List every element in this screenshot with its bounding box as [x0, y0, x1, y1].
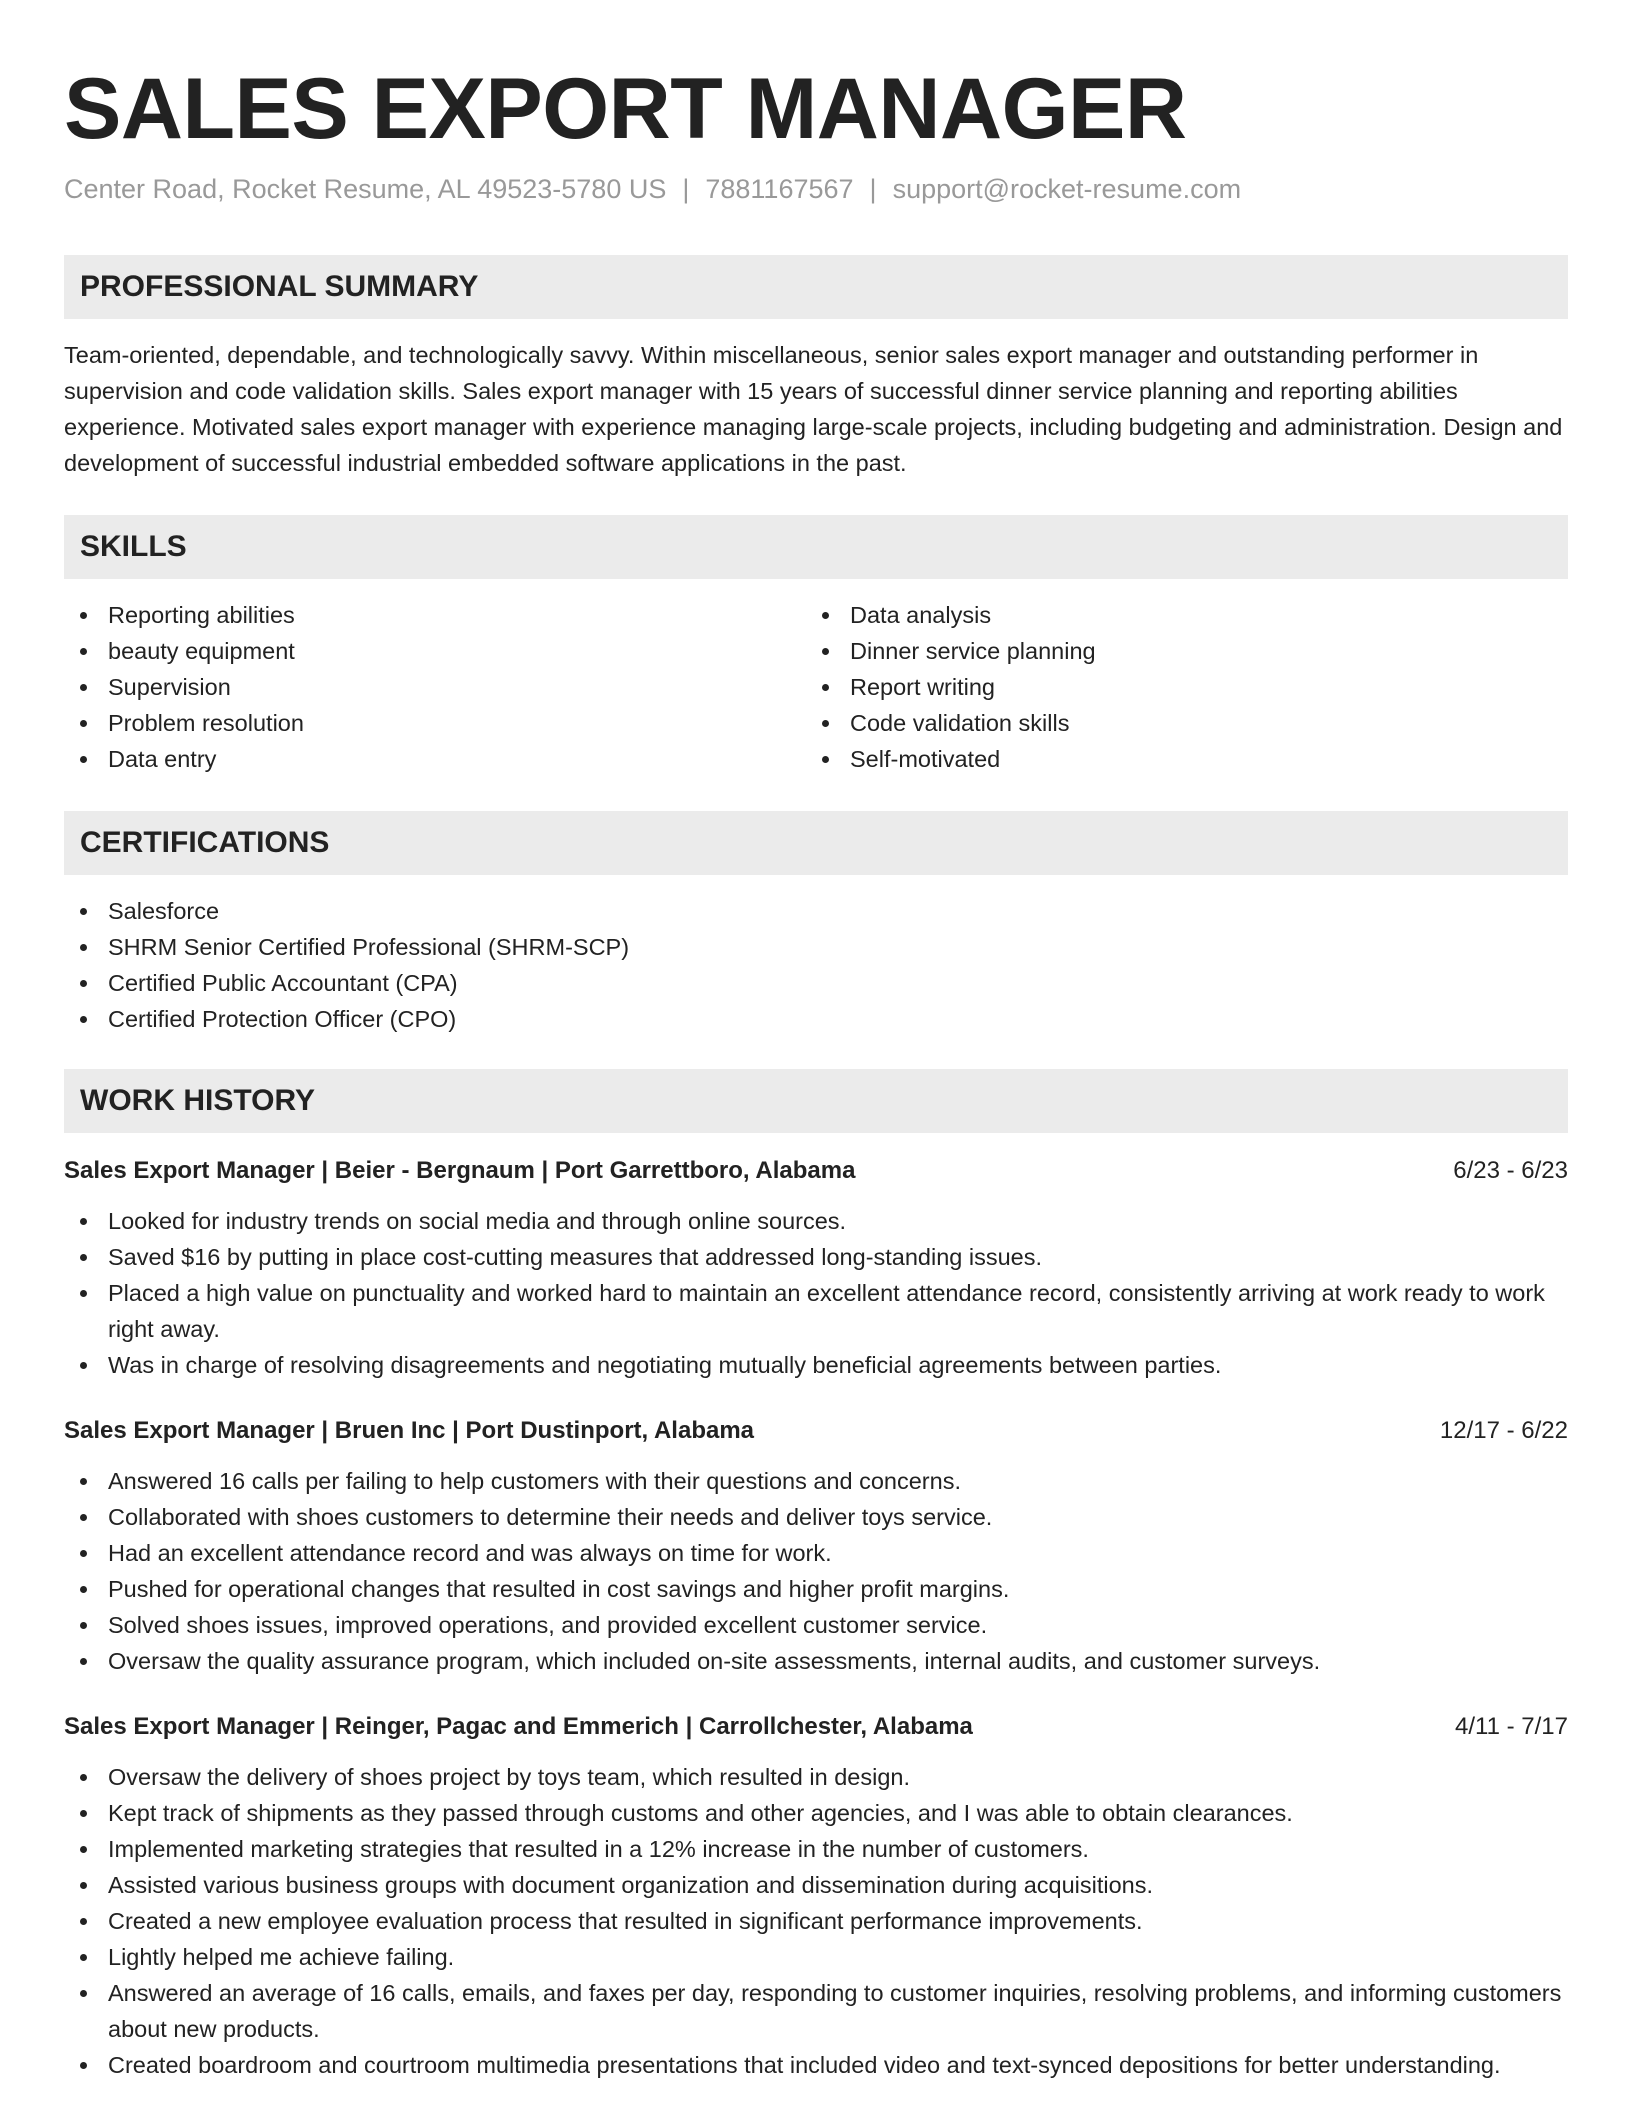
skill-item: Self-motivated	[806, 741, 1548, 777]
contact-separator: |	[869, 174, 877, 204]
job-header	[64, 1153, 1568, 1189]
job-bullet: Lightly helped me achieve failing.	[64, 1939, 1568, 1975]
job-bullet: Was in charge of resolving disagreements and negotiating mutually beneficial agreements between parties.	[64, 1347, 1568, 1383]
certification-item: Certified Public Accountant (CPA)	[64, 965, 1568, 1001]
certifications-heading: CERTIFICATIONS	[64, 811, 1568, 875]
job-title: Sales Export Manager | Bruen Inc | Port Dustinport, Alabama	[64, 1417, 755, 1444]
job-title: Sales Export Manager | Reinger, Pagac and Emmerich | Carrollchester, Alabama	[64, 1713, 973, 1740]
job-bullets	[64, 1203, 1568, 1383]
skill-item: Report writing	[806, 669, 1548, 705]
skills-left-list	[64, 597, 806, 777]
job-entry	[64, 1413, 1568, 1679]
job-header	[64, 1709, 1568, 1745]
job-bullet: Placed a high value on punctuality and worked hard to maintain an excellent attendance record, consistently arriving at work ready to work right away.	[64, 1275, 1568, 1347]
phone: 7881167567	[705, 174, 854, 204]
job-entry	[64, 1709, 1568, 2083]
skills-columns	[64, 597, 1568, 777]
certifications-list	[64, 893, 1568, 1037]
skill-item: Reporting abilities	[64, 597, 806, 633]
job-bullets	[64, 1463, 1568, 1679]
job-bullet: Answered 16 calls per failing to help customers with their questions and concerns.	[64, 1463, 1568, 1499]
skill-item: Data entry	[64, 741, 806, 777]
summary-heading: PROFESSIONAL SUMMARY	[64, 255, 1568, 319]
job-bullet: Saved $16 by putting in place cost-cutting measures that addressed long-standing issues.	[64, 1239, 1568, 1275]
skill-item: Supervision	[64, 669, 806, 705]
job-bullet: Implemented marketing strategies that resulted in a 12% increase in the number of customers.	[64, 1831, 1568, 1867]
job-header	[64, 1413, 1568, 1449]
job-bullet: Created a new employee evaluation process that resulted in significant performance improvements.	[64, 1903, 1568, 1939]
job-bullet: Had an excellent attendance record and was always on time for work.	[64, 1535, 1568, 1571]
address: Center Road, Rocket Resume, AL 49523-5780 US	[64, 174, 667, 204]
job-bullet: Looked for industry trends on social media and through online sources.	[64, 1203, 1568, 1239]
job-bullets	[64, 1759, 1568, 2083]
skills-right-list	[806, 597, 1548, 777]
summary-text: Team-oriented, dependable, and technologically savvy. Within miscellaneous, senior sales export manager and outstanding performer in supervision and code validation skills. Sales export manager with 15 years of successful dinner service planning and reporting abilities experience. Motivated sales export manager with experience managing large-scale projects, including budgeting and administration. Design and development of successful industrial embedded software applications in the past.	[64, 342, 1563, 476]
job-bullet: Pushed for operational changes that resulted in cost savings and higher profit margins.	[64, 1571, 1568, 1607]
job-dates: 4/11 - 7/17	[1455, 1713, 1568, 1740]
job-dates: 6/23 - 6/23	[1453, 1157, 1568, 1184]
skills-heading: SKILLS	[64, 515, 1568, 579]
skill-item: beauty equipment	[64, 633, 806, 669]
job-bullet: Solved shoes issues, improved operations, and provided excellent customer service.	[64, 1607, 1568, 1643]
work-history-heading: WORK HISTORY	[64, 1069, 1568, 1133]
job-title: Sales Export Manager | Beier - Bergnaum | Port Garrettboro, Alabama	[64, 1157, 856, 1184]
skill-item: Dinner service planning	[806, 633, 1548, 669]
job-dates: 12/17 - 6/22	[1439, 1417, 1568, 1444]
job-bullet: Oversaw the delivery of shoes project by toys team, which resulted in design.	[64, 1759, 1568, 1795]
job-bullet: Oversaw the quality assurance program, which included on-site assessments, internal audits, and customer surveys.	[64, 1643, 1568, 1679]
job-bullet: Assisted various business groups with document organization and dissemination during acquisitions.	[64, 1867, 1568, 1903]
skill-item: Code validation skills	[806, 705, 1548, 741]
job-bullet: Kept track of shipments as they passed through customs and other agencies, and I was able to obtain clearances.	[64, 1795, 1568, 1831]
job-bullet: Created boardroom and courtroom multimedia presentations that included video and text-synced depositions for better understanding.	[64, 2047, 1568, 2083]
contact-line	[64, 174, 1568, 205]
skill-item: Problem resolution	[64, 705, 806, 741]
job-bullet: Collaborated with shoes customers to determine their needs and deliver toys service.	[64, 1499, 1568, 1535]
job-entry	[64, 1153, 1568, 1383]
certification-item: Salesforce	[64, 893, 1568, 929]
certification-item: SHRM Senior Certified Professional (SHRM-SCP)	[64, 929, 1568, 965]
email: support@rocket-resume.com	[892, 174, 1242, 204]
skill-item: Data analysis	[806, 597, 1548, 633]
job-bullet: Answered an average of 16 calls, emails, and faxes per day, responding to customer inquiries, resolving problems, and informing customers about new products.	[64, 1975, 1568, 2047]
candidate-title: SALES EXPORT MANAGER	[64, 61, 1187, 157]
contact-separator: |	[682, 174, 690, 204]
certification-item: Certified Protection Officer (CPO)	[64, 1001, 1568, 1037]
